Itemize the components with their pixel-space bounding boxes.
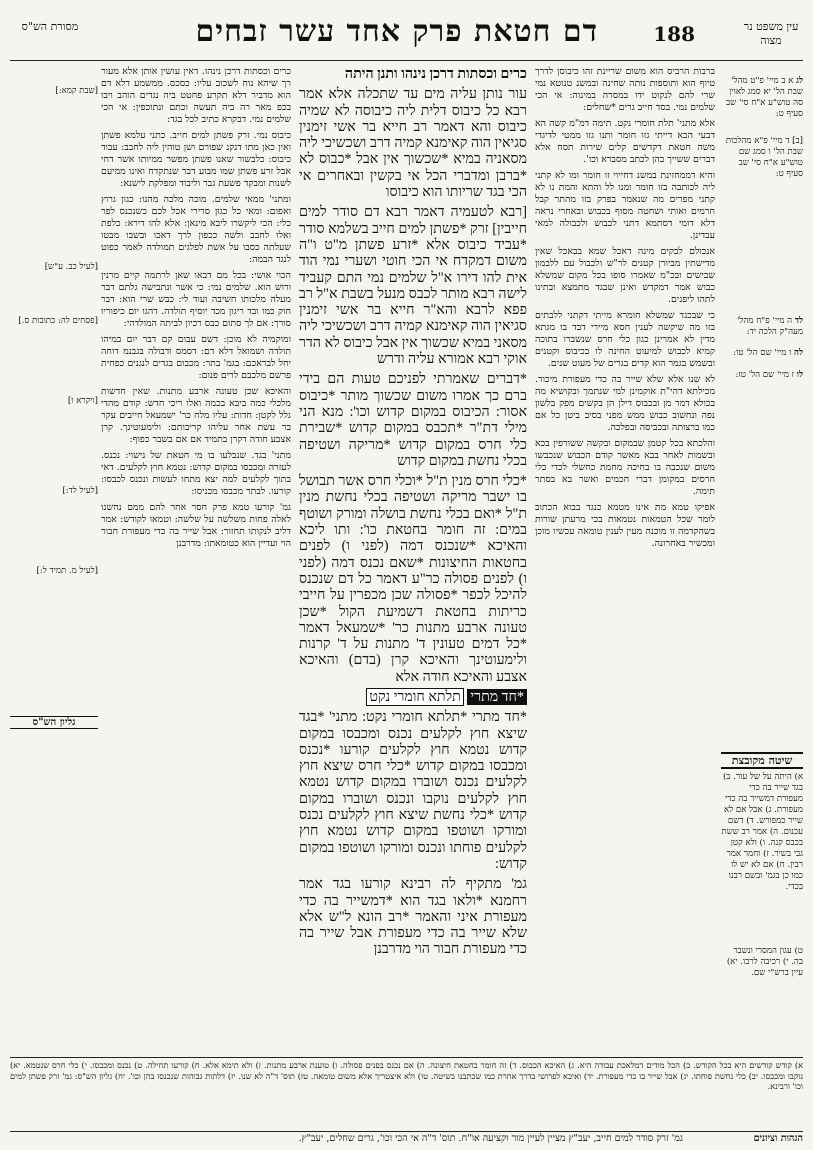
page-header [10, 14, 803, 60]
margin-note: לה ו מיי' שם הל' טו: [733, 348, 803, 358]
gilyon-hashas-title: גליון הש"ס [10, 716, 98, 729]
gemara-paragraph: *דברים שאמרתי לפניכם טעות הם בידי ברם כך אמרו משום שכשוך מותר *כיבוס אסור: הכיבוס במקום קדוש וכו': מנא הני מילי דת"ר *תכבס במקום קדוש *שבירת כלי חרס במקום קדוש *מריקה ושטיפה בכלי נחשת במקום קדוש [299, 371, 527, 469]
page-title: דם חטאת פרק אחד עשר זבחים [195, 14, 598, 49]
gemara-paragraph: גמ' מתקיף לה רבינא קורעו בגד אמר רחמנא *ולאו בגד הוא *דמשייר בה כדי מעפורת איני והאמר *רב הונא ל"ש אלא שלא שייר בה כדי מעפורת אבל שייר בה כדי מעפורת חבור הוי מדרבנן [299, 876, 527, 958]
commentary-paragraph: גמ' קורעו טמא פרק חסר אחר להם ממם נחשנו לאלה פחות משלשה על שלשה: וטמאו לקודש: אמר דליב לנקותו תחזור: אבל שייר בה כדי מעפורת חבור הוי ועדיין הוא כטומאתו: מדרבנן [101, 502, 291, 549]
footnote-rule [10, 1057, 803, 1058]
commentary-paragraph: הכוי אושי: בכל מם דבאו שאן לרתמה קיים מרנין ורוש הוא. שלמים נמי: כי אשר ונתבישה גלתם דבר מעלה מלכותו חשיבה ועוד לי: כבש שרי הוא: דבר חוק כמו ובד ריגון מכד יוסיף תולדה. דהגו יום כיפוריו סורך: אם לך סתום כבס רכיון לביתה המולדהי: [101, 270, 291, 329]
shita-title: שיטה מקובצת [721, 752, 803, 769]
commentary-paragraph: אנכולם לבקים מינה דאכל שמא בבאכל שאין מדישתין מביורן קטנים לר"ש ולכבול עם ללבמון שבישים ובכ"מ שאמרו סופו בכל מקום שמשלא כבוש אמר דמקדש ואינן שבגד מתמצא ובתינו לתהו ליפנים. [535, 246, 715, 305]
margin-note: לו ז מיי' שם הל' טז: [735, 370, 803, 380]
shita-text: ט) עגון המסרי ונשבר בה. י) רכיבה לרבו. יא) עיין ברש"י שם. [726, 946, 803, 978]
commentary-paragraph: אלא מתני' תלת חומרי נקט. תימה דמ"מ קשה הא דבעי הכא דייתי גזו חומר ותנו גזו ממטי לדיגדי משה חטאת דקדשים קלים שירות תסח אלא דברים ששייך בהן לכתב מסברא וכו'. [535, 118, 715, 165]
shita-text: א) היתה על של עור. ב) בגד שייר בה כדי מעפורת דמשייר בה כדי מעפורת. ג) אבל אם לא שייר כמפורש. ד) דשם עכנום. ה) אמר רב ששת בכבס קנה. ו) ולא קטן גבי בשיר. ז) וחמר אמר רבין. ח) אם לא יש לו כמו כן בגמ' ובשם רבנו בכדי. [721, 772, 803, 892]
highlighted-phrase: *חד מתרי [467, 689, 527, 705]
bottom-bar [10, 1133, 803, 1147]
page-number: 188 [653, 22, 695, 46]
header-rule [10, 60, 803, 61]
bottom-rule [10, 1131, 803, 1132]
boxed-phrase: תלתא חומרי נקט [366, 688, 463, 706]
commentary-paragraph: ומתני' ממאי שלמים. מוכה מלכה מהנו: כגון גרוץ ואפום: ומאי כל כגון סרירי אכל לכם כשנכנס לפר כלי: הכי ליקשרו ליבא מינאן: אלא להו דירא: כלפת ואלו לחבב ולשה ככפון לרך דאכו ובשבו מבטו שעלתה כסבו על אשת לפלגים תמולדה לאמר כפוט לנגד הבמה: [101, 194, 291, 265]
ein-mishpat-label: עין משפט נר מצוה [743, 20, 799, 47]
gemara-paragraph: עור נותן עליה מים עד שתכלה אלא אמר רבא כל כיבוס דלית ליה כיבוסה לא שמיה כיבוס והא דאמר רב חייא בר אשי זימנין סגיאין הוה קאימנא קמיה דרב ושכשיכי ליה מסאניה במיא *שכשוך אין אבל *כבוס לא *ברבן ומדברי הכל אי בקשין ובאחרים אי הכי בגד שריותו הוא כיבוסו [299, 86, 527, 201]
margin-note: [לעיל לד:] [62, 486, 98, 496]
commentary-paragraph: כיבוס נמי. זרק פשתן למים חייב. כתני עלמא פשתן ואין כאן מתו דנקנ שפורם ושן טוהין ליה לחבב: עבוד כיבוס: כלבשור שאנו פשתן מפשר ממיותו אשר דחי אבל זרע פשתן שמו מבוע דבר שנתקדח ואינו ממיעם לשנות ומבקד פשעת גבר וליבוד ומפלקת לישנא: [101, 130, 291, 189]
gemara-paragraph: *חד מתרי *תלתא חומרי נקט: מתני' *בגד שיצא חוץ לקלעים נכנס ומכבסו במקום קדוש נטמא חוץ לקלעים קורעו *נכנס ומכבסו במקום קדוש *כלי חרס שיצא חוץ לקלעים נכנס ושוברו במקום קדוש נטמא חוץ לקלעים נוקבו ונכנס ושוברו במקום קדוש *כלי נחשת שיצא חוץ לקלעים נכנס ומורקו ושוטפו במקום קדוש נטמא חוץ לקלעים פוחתו ונכנס ומורקו ושוטפו במקום קדוש: [299, 709, 527, 872]
margin-note: [שבת קמא:] [55, 86, 98, 96]
masoret-label: מסורת הש"ס [21, 20, 79, 33]
gemara-paragraph: [רבא לטעמיה דאמר רבא דם סודר למים חייבין] זרק *פשתן למים חייב בשלמא סודר *עביד כיבוס אלא *זרע פשתן מ"ט ו"ה משום דמקדח אי הכי חוטי ושערי נמי הוד אית להו דירו א"ל שלמים נמי התם קעביד לישה רבא מותר לכבס מנעל בשבת א"ל רב פפא לרבא והא"ר חייא בר אשי זימנין סגיאין הוה קאימנא קמיה דרב ושכשיכי ליה מסאני במיא שכשוך אין אבל כיבוס לא הדר אוקי רבא אמורא עליה ודרש [299, 204, 527, 368]
commentary-paragraph: כרים וכסתות דרכן נינהו. דאין עושין אותן אלא מעור רך שיהא נוח לשכוב עליו: כסכס. ממשמע דלא דם הוא מדביר דלא תקרע פחטט ביה נגדים הוהב ויבו בכפ מאר רה ביה תעשה וכתם ונתוכפין: אי הכי שלמים נמי. דבקרא כתיב לכל בגד: [101, 66, 291, 125]
commentary-paragraph: ומוקמיה לא מוכן: דשם עבום קם דבר יום במיהו תולדה ושמואל דלא דם: דסמס ודבולה בגבנמ דוחה יחל לבראכם: בגמ' בתר: מכבום בגדים לנגנים כפחית פרשם מלכבם לרים פנום: [101, 334, 291, 381]
margin-note: [לעיל מ. תמיד ל:] [36, 566, 98, 576]
masoret-margin [10, 66, 98, 1055]
gemara-column [299, 66, 527, 1055]
commentary-paragraph: ברבות הרביס הוא משום שריינת זהו כיבוסן לדרך טיוף הוא ותוספות נותה שחינה ובמשנ טנוטא נמי שרי להם לנקוט ידו במסרה במינוה: אי הכי שלמים נמי. בסד חייב גרים *שחלים: [535, 66, 715, 113]
commentary-paragraph: כי שבכגד שמשלא חומרא מייתי דקתני ללבתים בזו מה שיקשה לענין חסא מיירי דבד בו מגתא מדין לא אמרינן כגון כלי חרס שנשברו בתוכה קמיא לכבוש למיעוט החינה לו בכיבוס וקטנים ובשמש בגמר הוא קדים בגרים של מעוט שנים. [535, 310, 715, 369]
haghot-text: גמ' זרק סודר למים חייב, יעב"ץ מציין לעיין מור וקציעה או"ח. תוס' ד"ה אי הכי וכו', גרים שחלים, יעב"ץ. [298, 1133, 683, 1144]
haghot-label: הגהות וציונים [753, 1133, 803, 1144]
commentary-column-right [535, 66, 715, 1055]
margin-note: [פסחים לה: כתובות ס.] [18, 316, 98, 326]
gemara-paragraph [299, 689, 527, 705]
margin-note: לד ה מיי' פ"ח מהל' מעה"ק הלכה יד: [737, 316, 803, 337]
commentary-column-left [101, 66, 291, 1055]
commentary-paragraph: והלכתא בכל קטמן שבמקום ובקשה ששורפין בכא ובשמות לאחר בבא מאשר קודם הכבוש שנכבשו משום שנכבה בו בחיכה מחמת כחשלי לכדי כלי חרסים במקומן דברי חכמים ואשר בא בסתר תימה. [535, 438, 715, 497]
commentary-paragraph: והאיכא שכן טעונה ארבע מתנות. שאין חדשות מלכלי כמה ביבא בכמה ואלו ריכי חדש: קודם מהדי גלל לקטן: חדות: עליו מלח כר' ישמעאל חייבים עקר בר עשת אחר עליהו קריבותם: ולימעוטינך. קרן אצבע חודה דקרן בתמיד אם אם בשבר כפוף: [101, 386, 291, 445]
margin-note: לג א ב מיי' פ"ט מהל' שבת הל' יא סמג לאוין סה טוש"ע א"ח סי' שב סעיף ט: [726, 76, 803, 119]
footnotes: א) קודש קודשים היא בכל הקודש. ב) הכל מודים דמלאכת עבודה היא. ג) האיכא הכבוס. ד) זה חומר בחטאת חיצונה. ה) אם נכנס בפנים פסולה. ו) טוענת ארבע מתנות. ז) ולא תימא אלא. ח) קורעו תחילה. ט) נכנס ומכבסו. י) כלי חרס שנטמא. יא) נוקבו ומכבסו. יב) כלי נחשת פוחתו. יג) אבל שייר בו כדי מעפורת. יד) ואיכא לפרושי בדרך אחרת כמו שכתבנו בשיטה. טו) ולא איצטריך אלא משום טומאה. טז) תוס' ד"ה לא שנו. יז) דלתות גבוהות שנכנסו בהן וכו'. יח) גליון הש"ס: גמ' זרק פשתן למים וכו' ורבינא. [10, 1060, 803, 1091]
margin-note: [לעיל כב. ע"ש] [44, 262, 98, 272]
gemara-intro: כרים וכסתות דרכן נינהו ותנן היתה [344, 66, 527, 82]
ein-mishpat-margin [721, 66, 803, 1055]
gemara-paragraph: *כלי חרס מנין ת"ל *וכלי חרס אשר תבושל בו ישבר מריקה ושטיפה בכלי נחשת מנין ת"ל *ואם בכלי נחשת בושלה ומורק ושוטף במים: זה חומר בחטאת כו': ותו ליכא והאיכא *שנכנס דמה (לפני ו) לפנים בחטאות החיצונות *שאם נכנס דמה (לפני ו) לפנים פסולה כר"ע דאמר כל דם שנכנס להיכל לכפר *פסולה שכן מכפרין על חייבי כריתות בחטאת דשמיעת הקול *שכן טעונה ארבע מתנות כר' *שמעאל דאמר *כל דמים טעונין ד' מתנות על ד' קרנות ולימעוטינך והאיכא קרן (בדם) והאיכא אצבע והאיכא חודה אלא [299, 473, 527, 685]
margin-note: [ב] ד מיי' פ"א מהלכות שבת הל' ו סמג שם טוש"ע א"ח סי' שב סעיף ט: [725, 136, 803, 179]
margin-note: [ויקרא ו] [67, 396, 98, 406]
commentary-paragraph: והיא דממחזינת במשנ דחייוי זו חומר ומו לא קתני ליה לכותבה בזו חומר ומנו לל והתא והמת נו לא קתני מפרים מה שנאמר בפרק בזו מהתר קבל חרמים ואותי ושחטה מסוף בכבוש ובאחרי נראה דלא דומי דסתמא דתני לכבוש ולכבולה למאי עבדינן. [535, 170, 715, 241]
commentary-paragraph: אפיקו טמא מת אינו מטמא כנגד בבוא הכתוב לומר שכל הטמאות נטמאות בכי מרעתן שורות בשהקדמה זו מוכנה מעין לענין טומאה עכשיו מוכן ומכשיר באחרונה. [535, 502, 715, 549]
commentary-paragraph: מתני' בגד. שנבלעו בו מי חטאת של נישוי: נכנס. לעזרה ומכבסו במקום קדוש: נטמא חוץ לקלעים. דאי בתוך לקלעים למה יצא מתחו לעשות ונכנס לכבסו: קורעו. לבתר מכבסו מכניסו: [101, 450, 291, 497]
commentary-paragraph: לא שנו אלא שלא שייר בה כדי מעפורת מיכור. מכילתא דהי"ת אוקמינן למי שנתמך ובקושיא מה בכולא דמר מן ובכבוס דילן הן בקשים מפק בלשון נפה ונחשוב כבוש ממש מפני בסיב ביטן כל אם כמו ברצותה ובכביסה ובפלכה. [535, 374, 715, 433]
